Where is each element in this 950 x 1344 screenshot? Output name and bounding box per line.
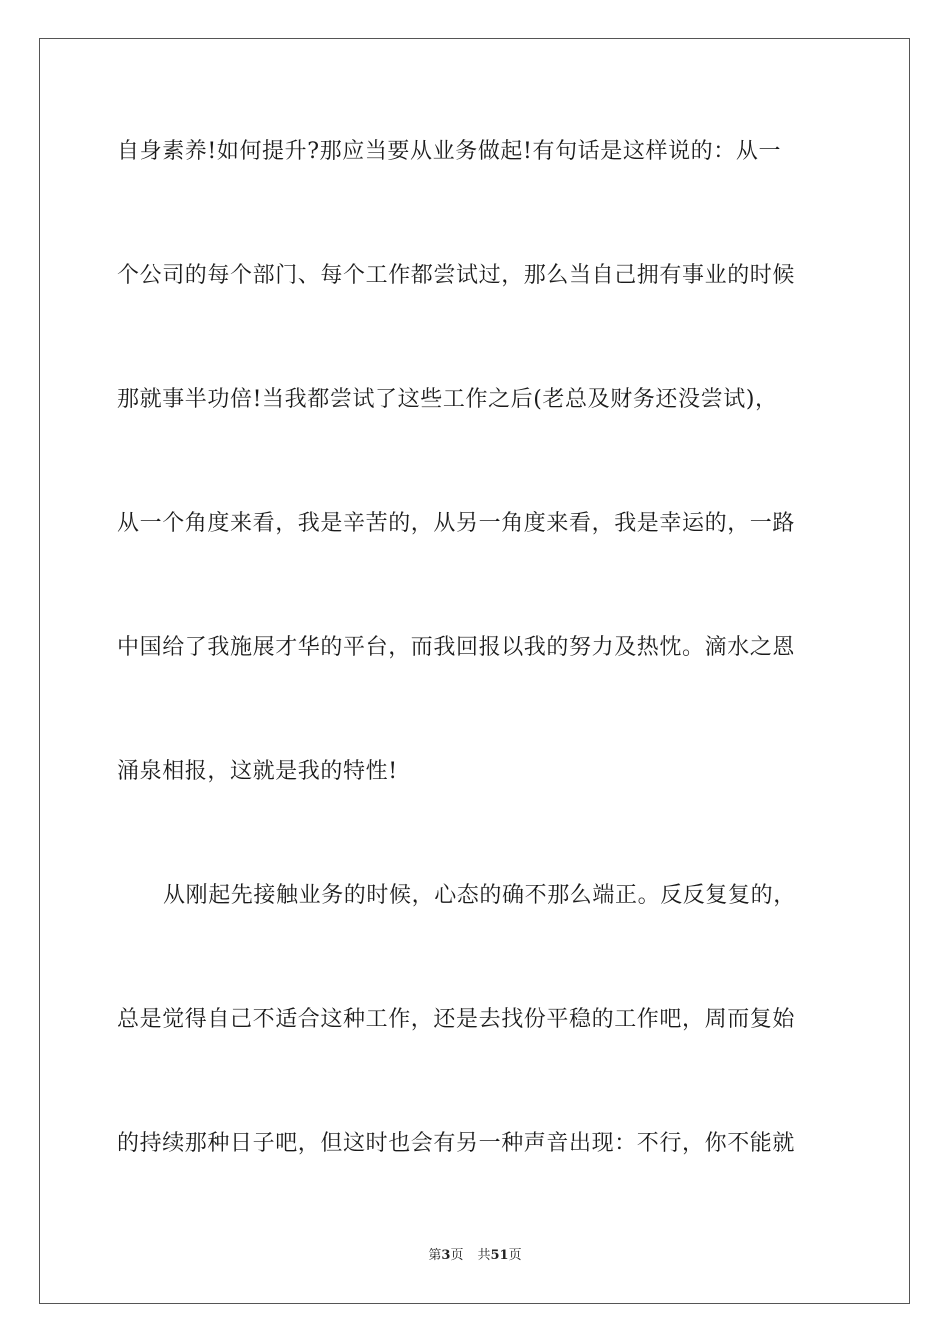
paragraph-line: 中国给了我施展才华的平台，而我回报以我的努力及热忱。滴水之恩	[117, 635, 796, 660]
paragraph-line: 总是觉得自己不适合这种工作，还是去找份平稳的工作吧，周而复始	[117, 1007, 796, 1032]
paragraph-line: 从一个角度来看，我是辛苦的，从另一角度来看，我是幸运的，一路	[117, 511, 796, 536]
page-suffix: 页	[450, 1248, 464, 1263]
total-suffix: 页	[508, 1248, 522, 1263]
page-footer	[0, 1248, 950, 1264]
page-border	[39, 38, 910, 1304]
total-prefix: 共	[477, 1248, 491, 1263]
paragraph-line: 涌泉相报，这就是我的特性!	[117, 759, 398, 784]
page-prefix: 第	[428, 1248, 442, 1263]
total-pages: 51	[490, 1248, 509, 1263]
page-number: 3	[441, 1248, 451, 1263]
paragraph-line: 自身素养!如何提升?那应当要从业务做起!有句话是这样说的：从一	[117, 139, 782, 164]
paragraph-line: 那就事半功倍!当我都尝试了这些工作之后(老总及财务还没尝试)，	[117, 387, 778, 412]
paragraph-line: 的持续那种日子吧，但这时也会有另一种声音出现：不行，你不能就	[117, 1131, 796, 1156]
paragraph-line-indented: 从刚起先接触业务的时候，心态的确不那么端正。反反复复的，	[163, 883, 796, 908]
paragraph-line: 个公司的每个部门、每个工作都尝试过，那么当自己拥有事业的时候	[117, 263, 796, 288]
